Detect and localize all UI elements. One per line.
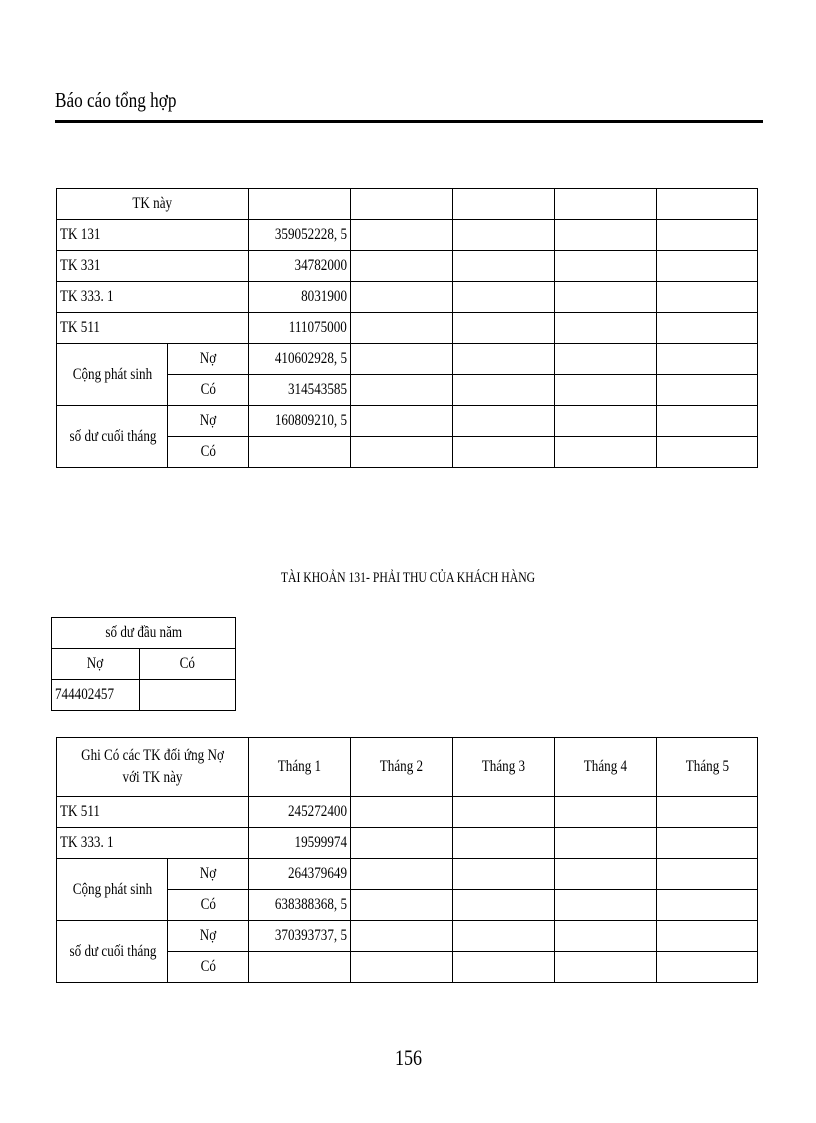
account-cell: TK 511 — [57, 797, 249, 828]
page-number: 156 — [394, 1045, 422, 1070]
co-label: Có — [168, 437, 249, 468]
month-header: Tháng 4 — [555, 738, 657, 797]
value-cell — [249, 437, 351, 468]
so-du-cuoi-thang-label: số dư cuối tháng — [57, 406, 168, 468]
value-cell: 314543585 — [249, 375, 351, 406]
co-label: Có — [140, 649, 236, 680]
table-header-row — [57, 738, 758, 797]
no-label: Nợ — [168, 344, 249, 375]
table-header-cell: TK này — [57, 189, 249, 220]
section-title: TÀI KHOẢN 131- PHẢI THU CỦA KHÁCH HÀNG — [280, 570, 536, 586]
value-cell — [249, 952, 351, 983]
account-cell: TK 511 — [57, 313, 249, 344]
table-row — [52, 680, 236, 711]
month-header: Tháng 1 — [249, 738, 351, 797]
page-header-title: Báo cáo tổng hợp — [55, 88, 177, 112]
month-header: Tháng 2 — [351, 738, 453, 797]
table-row — [52, 618, 236, 649]
value-cell: 359052228, 5 — [249, 220, 351, 251]
value-cell: 370393737, 5 — [249, 921, 351, 952]
header-rule — [55, 120, 763, 123]
account-cell: TK 333. 1 — [57, 828, 249, 859]
table-row — [57, 220, 758, 251]
cong-phat-sinh-label: Cộng phát sinh — [57, 344, 168, 406]
account-cell: TK 131 — [57, 220, 249, 251]
cong-phat-sinh-label: Cộng phát sinh — [57, 859, 168, 921]
value-cell: 410602928, 5 — [249, 344, 351, 375]
so-du-cuoi-thang-label: số dư cuối tháng — [57, 921, 168, 983]
month-header: Tháng 3 — [453, 738, 555, 797]
no-label: Nợ — [52, 649, 140, 680]
account-cell: TK 333. 1 — [57, 282, 249, 313]
table-row — [57, 251, 758, 282]
table-row — [52, 649, 236, 680]
value-cell: 19599974 — [249, 828, 351, 859]
no-label: Nợ — [168, 406, 249, 437]
value-cell: 160809210, 5 — [249, 406, 351, 437]
value-cell: 638388368, 5 — [249, 890, 351, 921]
value-cell: 264379649 — [249, 859, 351, 890]
table-row — [57, 313, 758, 344]
table-row — [57, 282, 758, 313]
table-row — [57, 344, 758, 375]
month-header: Tháng 5 — [657, 738, 758, 797]
table-row — [57, 859, 758, 890]
co-label: Có — [168, 375, 249, 406]
co-label: Có — [168, 890, 249, 921]
ledger-table-previous — [56, 188, 758, 468]
table-row — [57, 921, 758, 952]
no-label: Nợ — [168, 859, 249, 890]
no-label: Nợ — [168, 921, 249, 952]
value-cell: 111075000 — [249, 313, 351, 344]
value-cell: 34782000 — [249, 251, 351, 282]
table-row — [57, 797, 758, 828]
table-row — [57, 189, 758, 220]
co-value — [140, 680, 236, 711]
account-cell: TK 331 — [57, 251, 249, 282]
table-header-cell: Ghi Có các TK đối ứng Nợ với TK này — [57, 738, 249, 797]
opening-balance-label: số dư đầu năm — [52, 618, 236, 649]
co-label: Có — [168, 952, 249, 983]
table-row — [57, 828, 758, 859]
no-value: 744402457 — [52, 680, 140, 711]
value-cell: 245272400 — [249, 797, 351, 828]
ledger-table-tk131 — [56, 737, 758, 983]
value-cell: 8031900 — [249, 282, 351, 313]
opening-balance-table — [51, 617, 236, 711]
table-row — [57, 406, 758, 437]
